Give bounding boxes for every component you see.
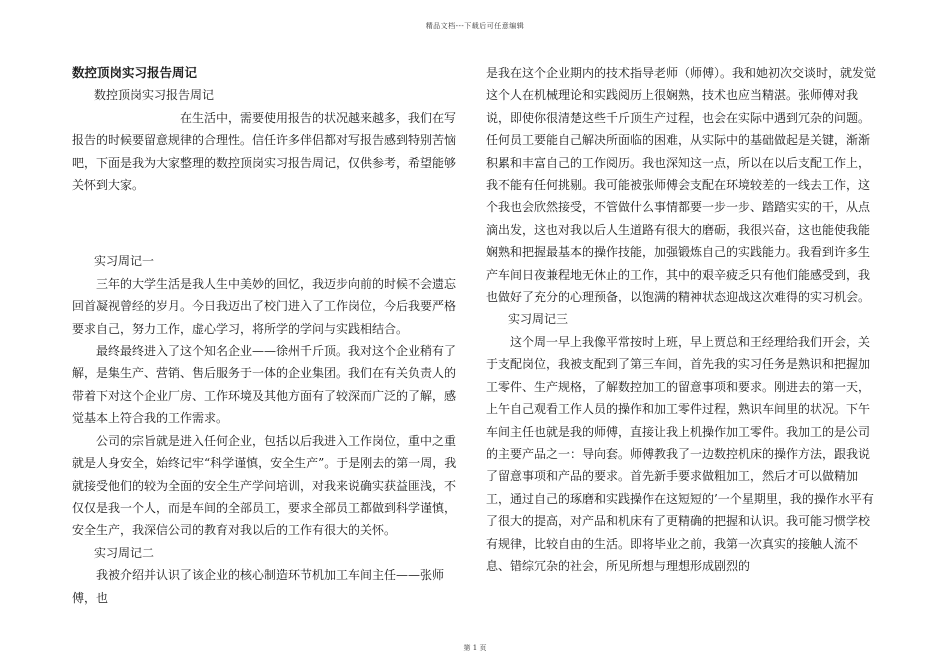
paragraph: 最终最终进入了这个知名企业——徐州千斤顶。我对这个企业稍有了解，是集生产、营销、售后服务于一体的企业集团。我们在有关负责人的带着下对这个企业厂房、工作环境及其他方面有了较深而广泛的了解，感觉基本上符合我的工作需求。	[72, 344, 457, 426]
document-title: 数控顶岗实习报告周记	[72, 65, 198, 80]
paragraph: 这个周一早上我像平常按时上班，早上贾总和王经理给我们开会，关于支配岗位，我被支配到了第三车间，首先我的实习任务是熟识和把握加工零件、生产规格，了解数控加工的留意事项和要求。刚进去的第一天，上午自己观看工作人员的操作和加工零件过程，熟识车间里的状况。下午车间主任也就是我的师傅，直接让我上机操作加工零件。我加工的是公司的主要产品之一：导向套。师傅教我了一边数控机床的操作方法，跟我说了留意事项和产品的要求。首先新手要求做粗加工，然后才可以做精加工，通过自己的琢磨和实践操作在这短短的’一个星期里，我的操作水平有了很大的提高，对产品和机床有了更精确的把握和认识。我可能习惯学校有规律，比较自由的生活。即将毕业之前，我第一次真实的接触人流不息、错综冗杂的社会，所见所想与理想形成剧烈的	[486, 334, 874, 573]
paragraph: 三年的大学生活是我人生中美妙的回忆，我迈步向前的时候不会遗忘回首凝视曾经的岁月。今日我迈出了校门进入了工作岗位，今后我要严格要求自己，努力工作，虚心学习，将所学的学问与实践相结合。	[72, 276, 457, 336]
left-column	[72, 62, 462, 609]
right-column	[486, 62, 880, 577]
blank-gap	[72, 196, 462, 250]
intro-paragraph: 在生活中，需要使用报告的状况越来越多，我们在写报告的时候要留意规律的合理性。信任许多伴侣都对写报告感到特别苦恼吧，下面是我为大家整理的数控顶岗实习报告周记，仅供参考，希望能够关怀到大家。	[72, 110, 457, 193]
document-subtitle: 数控顶岗实习报告周记	[94, 88, 215, 103]
paragraph: 公司的宗旨就是进入任何企业，包括以后我进入工作岗位，重中之重就是人身安全，始终记牢“科学谨慎，安全生产”。于是刚去的第一周，我就接受他们的较为全面的安全生产学问培训，对我来说确实获益匪浅，不仅仅是我一个人，而是车间的全部员工，要求全部员工都做到科学谨慎，安全生产，我深信公司的教育对我以后的工作有很大的关怀。	[72, 433, 457, 538]
section-heading-week3: 实习周记三	[508, 312, 569, 327]
paragraph-continued: 是我在这个企业期内的技术指导老师（师傅）。我和她初次交谈时，就发觉这个人在机械理论和实践阅历上很娴熟，技术也应当精湛。张师傅对我说，即使你很清楚这些千斤顶生产过程，也会在实际中遇到冗杂的问题。任何员工要能自己解决所面临的困难，从实际中的基础做起是关键，渐渐积累和丰富自己的工作阅历。我也深知这一点，所以在以后支配工作上，我不能有任何挑剔。我可能被张师傅会支配在环境较差的一线去工作，这个我也会欣然接受，不管做什么事情都要一步一步、踏踏实实的干，从点滴出发，这也对我以后人生道路有很大的磨砺，我很兴奋，这也能使我能娴熟和把握最基本的操作技能，加强锻炼自己的实践能力。我看到许多生产车间日夜兼程地无休止的工作，其中的艰辛疲乏只有他们能感受到，我也做好了充分的心理预备，以饱满的精神状态迎战这次难得的实习机会。	[486, 66, 877, 305]
section-heading-week1: 实习周记一	[94, 254, 155, 269]
page-footer: 第 1 页	[463, 644, 487, 652]
page-header: 精品文档---下载后可任意编辑	[425, 22, 525, 30]
section-heading-week2: 实习周记二	[94, 545, 155, 560]
paragraph: 我被介绍并认识了该企业的核心制造环节机加工车间主任——张师傅，也	[72, 568, 445, 605]
